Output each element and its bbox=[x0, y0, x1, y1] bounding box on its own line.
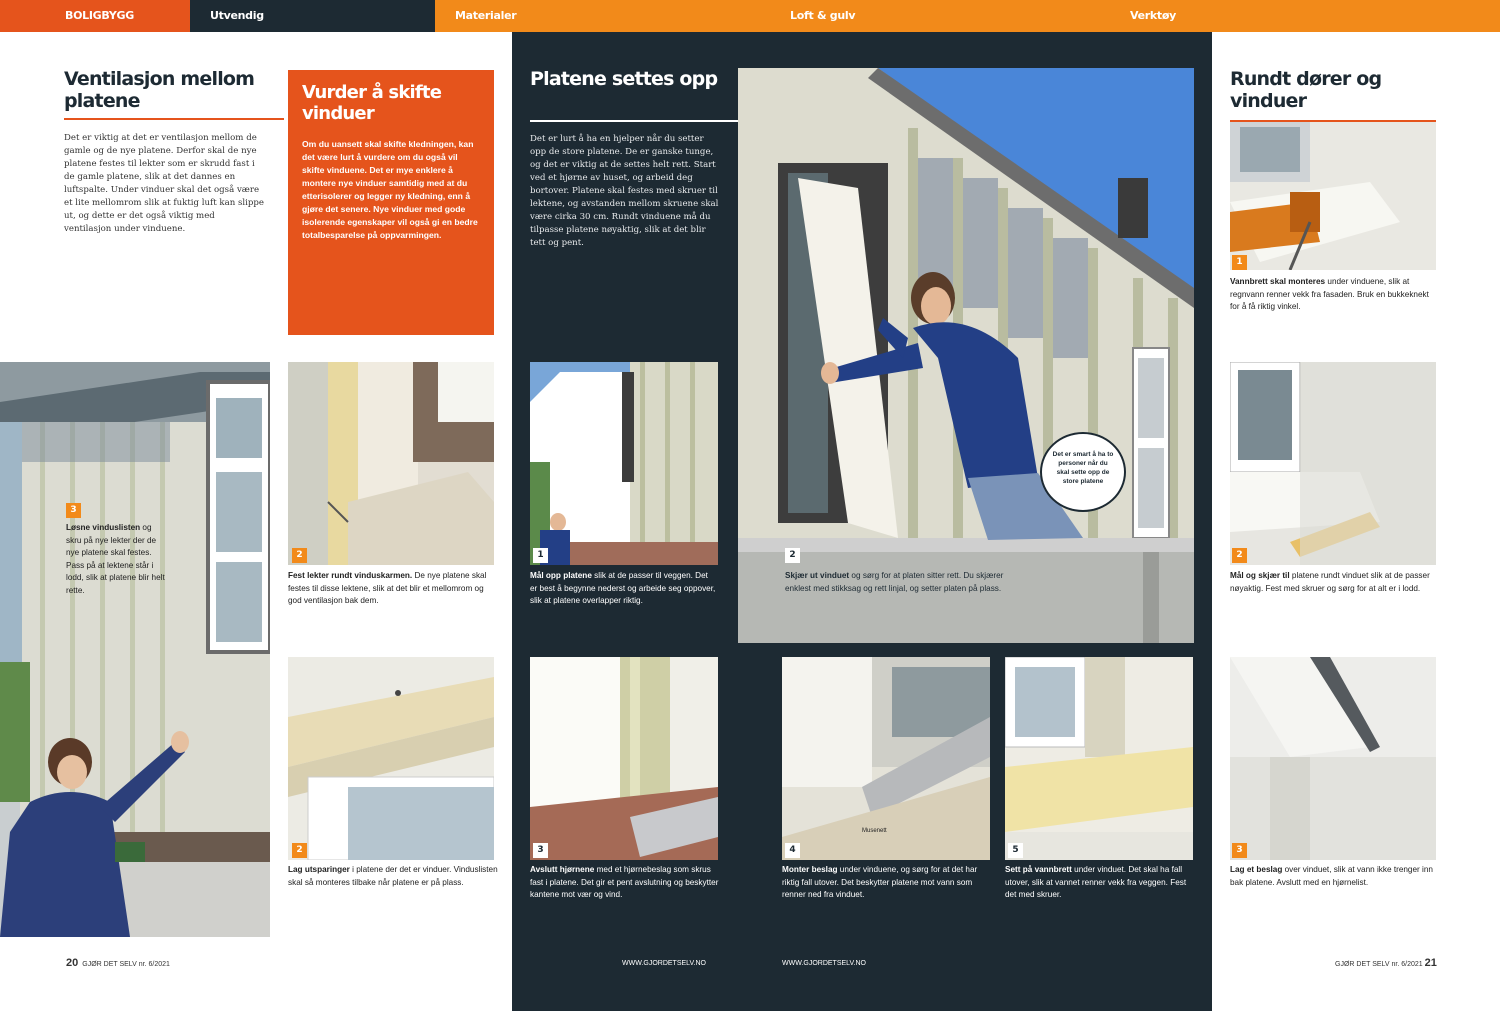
caption-lead: Vannbrett skal monteres bbox=[1230, 277, 1326, 286]
photo-flashing bbox=[1230, 657, 1436, 860]
caption-text: under vinduene, slik at regnvann renner vekk fra fasaden. Bruk en bukkeknekt for å få riktig vinkel. bbox=[1230, 277, 1429, 311]
center-footer-right[interactable]: WWW.GJORDETSELV.NO bbox=[782, 960, 867, 967]
photo-house-corner bbox=[530, 362, 718, 565]
left-headline: Ventilasjon mellom platene bbox=[64, 68, 255, 112]
photo-window-corner bbox=[1230, 362, 1436, 565]
caption-text: i platene der det er vinduer. Vinduslisten skal så monteres tilbake når platene er på plass. bbox=[288, 865, 498, 887]
caption-lead: Mål opp platene bbox=[530, 571, 592, 580]
caption-lead: Lag utsparinger bbox=[288, 865, 350, 874]
caption-lead: Monter beslag bbox=[782, 865, 838, 874]
step-badge-r1: 1 bbox=[1232, 255, 1247, 270]
left-footer bbox=[66, 957, 170, 969]
step-c2-caption bbox=[785, 570, 1025, 595]
right-footer bbox=[1335, 957, 1441, 969]
step-badge-c4: 4 bbox=[785, 843, 800, 858]
caption-text: under vinduene, og sørg for at det har riktig fall utover. Det beskytter platene mot vann som renner ned fra vinduet. bbox=[782, 865, 978, 899]
step-badge-r3: 3 bbox=[1232, 843, 1247, 858]
photo-window-frame bbox=[288, 362, 494, 565]
caption-lead: Avslutt hjørnene bbox=[530, 865, 595, 874]
step-2a-caption bbox=[288, 570, 498, 608]
step-r2-caption bbox=[1230, 570, 1436, 595]
caption-text: over vinduet, slik at vann ikke trenger inn bak platene. Avslutt med en hjørnelist. bbox=[1230, 865, 1433, 887]
caption-lead: Fest lekter rundt vinduskarmen. bbox=[288, 571, 413, 580]
caption-lead: Sett på vannbrett bbox=[1005, 865, 1072, 874]
step-c1-caption bbox=[530, 570, 716, 608]
center-footer-left[interactable]: WWW.GJORDETSELV.NO bbox=[622, 960, 707, 967]
photo-corner-trim bbox=[530, 657, 718, 860]
step-c3-caption bbox=[530, 864, 720, 902]
top-navigation-bar bbox=[0, 0, 1500, 32]
photo-bending-tool bbox=[1230, 122, 1436, 270]
nav-tab-2[interactable]: Loft & gulv bbox=[790, 9, 856, 22]
caption-text: platene rundt vinduet slik at de passer nøyaktig. Fest med skruer og sørg for at alt er i lodd. bbox=[1230, 571, 1430, 593]
step-badge-c2: 2 bbox=[785, 548, 800, 563]
page-number: 21 bbox=[1424, 957, 1437, 969]
info-box-body: Om du uansett skal skifte kledningen, kan det være lurt å vurdere om du også vil skifte vinduene. Det er mye enklere å montere nye vinduer samtidig med at du etterisolerer og legger ny kledning, enn å gjøre det senere. Nye vinduer med gode isolerende egenskaper vil også gi en bedre totalbesparelse på oppvarmingen. bbox=[302, 139, 478, 240]
step-c5-caption bbox=[1005, 864, 1195, 902]
step-badge-c5: 5 bbox=[1008, 843, 1023, 858]
step-3-caption bbox=[66, 522, 166, 597]
photo-label: Musenett bbox=[862, 828, 887, 834]
step-badge-2b: 2 bbox=[292, 843, 307, 858]
photo-window-sill bbox=[288, 657, 494, 860]
step-r1-caption bbox=[1230, 276, 1436, 314]
nav-section-label[interactable]: BOLIGBYGG bbox=[0, 0, 190, 32]
nav-tab-1[interactable]: Materialer bbox=[455, 9, 517, 22]
caption-lead: Mål og skjær til bbox=[1230, 571, 1290, 580]
nav-tab-3[interactable]: Verktøy bbox=[1130, 9, 1176, 22]
step-c4-caption bbox=[782, 864, 987, 902]
step-badge-c3: 3 bbox=[533, 843, 548, 858]
info-box bbox=[288, 70, 494, 335]
center-headline-rule bbox=[530, 120, 740, 122]
photo-wall-worker bbox=[0, 362, 270, 937]
photo-window-ledge bbox=[1005, 657, 1193, 860]
magazine-name: GJØR DET SELV nr. 6/2021 bbox=[82, 961, 170, 968]
caption-text: og sørg for at platen sitter rett. Du skjærer enklest med stikksag og rett linjal, og setter platen på plass. bbox=[785, 571, 1004, 593]
speech-bubble: Det er smart å ha to personer når du skal sette opp de store platene bbox=[1040, 432, 1126, 512]
caption-text: slik at de passer til veggen. Det er best å begynne nederst og arbeide seg oppover, slik at platene overlapper riktig. bbox=[530, 571, 716, 605]
center-body-text: Det er lurt å ha en hjelper når du setter opp de store platene. De er ganske tunge, og det er viktig at de settes helt rett. Start ved et hjørne av huset, og arbeid deg bortover. Platene skal festes med skruer til lektene, og avstanden mellom skruene skal være cirka 30 cm. Rundt vinduene må du tilpasse platene nøyaktig, slik at det blir tett og pent. bbox=[530, 134, 719, 248]
caption-lead: Lag et beslag bbox=[1230, 865, 1283, 874]
page-number: 20 bbox=[66, 957, 79, 969]
nav-tab-active[interactable]: Utvendig bbox=[190, 0, 435, 32]
step-badge-2a: 2 bbox=[292, 548, 307, 563]
caption-lead: Løsne vinduslisten bbox=[66, 523, 141, 532]
caption-text: med et hjørnebeslag som skrus fast i platene. Det gir et pent avslutning og beskytter kantene mot vær og vind. bbox=[530, 865, 719, 899]
caption-text: under vinduet. Det skal ha fall utover, slik at vannet renner vekk fra veggen. Fest det med skruer. bbox=[1005, 865, 1187, 899]
step-2b-caption bbox=[288, 864, 498, 889]
caption-lead: Skjær ut vinduet bbox=[785, 571, 850, 580]
caption-text: De nye platene skal festes til disse lektene, slik at det blir et mellomrom og god ventilasjon bak dem. bbox=[288, 571, 487, 605]
step-badge-r2: 2 bbox=[1232, 548, 1247, 563]
step-badge-3: 3 bbox=[66, 503, 81, 518]
right-headline: Rundt dører og vinduer bbox=[1230, 68, 1382, 112]
center-headline: Platene settes opp bbox=[530, 68, 718, 90]
info-box-title: Vurder å skifte vinduer bbox=[302, 82, 442, 124]
caption-text: og skru på nye lekter der de nye platene skal festes. Pass på at lektene står i lodd, slik at platene blir helt rette. bbox=[66, 523, 165, 595]
left-headline-rule bbox=[64, 118, 284, 120]
magazine-name: GJØR DET SELV nr. 6/2021 bbox=[1335, 961, 1423, 968]
left-body-text: Det er viktig at det er ventilasjon mellom de gamle og de nye platene. Derfor skal de nye platene festes til lekter som er skrudd fast i de gamle platene, slik at det dannes en luftspalte. Under vinduer skal det også være et lite mellomrom slik at fuktig luft kan slippe ut, og dette er det også viktig med ventilasjon under vinduene. bbox=[64, 133, 265, 234]
step-r3-caption bbox=[1230, 864, 1436, 889]
photo-window-mesh bbox=[782, 657, 990, 860]
step-badge-c1: 1 bbox=[533, 548, 548, 563]
photo-main-worker bbox=[738, 68, 1194, 643]
